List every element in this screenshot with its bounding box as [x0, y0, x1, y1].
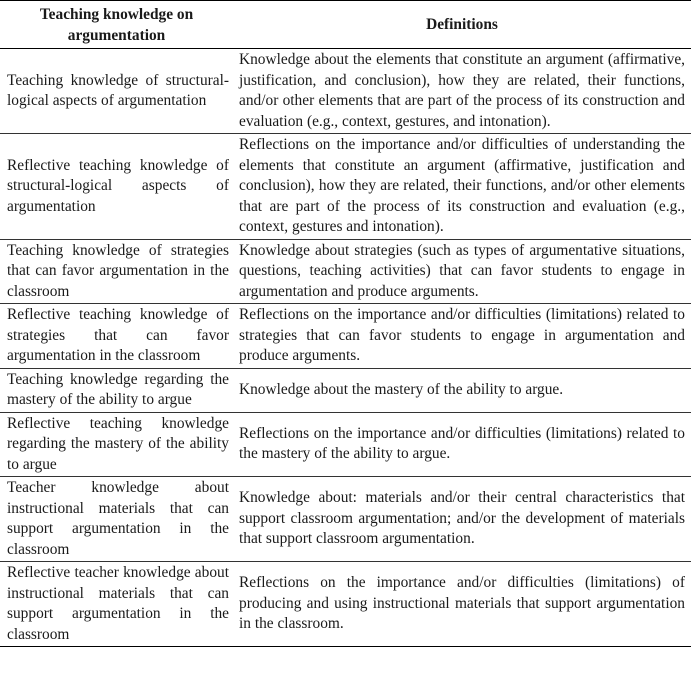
definition-cell: Knowledge about strategies (such as types of argumentative situations, questions, teaching activities) that can favor students to engage in argumentation and produce arguments. — [233, 239, 691, 304]
table-row — [0, 304, 691, 369]
definition-cell: Reflections on the importance and/or difficulties (limitations) of producing and using instructional materials that support argumentation in the classroom. — [233, 562, 691, 647]
definition-cell: Knowledge about the mastery of the ability to argue. — [233, 368, 691, 412]
category-cell: Reflective teaching knowledge of strategies that can favor argumentation in the classroom — [0, 304, 233, 369]
table-row — [0, 477, 691, 562]
definition-cell: Knowledge about: materials and/or their central characteristics that support classroom argumentation; and/or the development of materials that support classroom argumentation. — [233, 477, 691, 562]
category-cell: Teaching knowledge of strategies that can favor argumentation in the classroom — [0, 239, 233, 304]
category-cell: Reflective teacher knowledge about instructional materials that can support argumentation in the classroom — [0, 562, 233, 647]
category-cell: Reflective teaching knowledge of structural-logical aspects of argumentation — [0, 134, 233, 240]
table-row — [0, 134, 691, 240]
header-row — [0, 1, 691, 49]
definition-cell: Reflections on the importance and/or difficulties (limitations) related to the mastery of the ability to argue. — [233, 412, 691, 477]
column-header-knowledge: Teaching knowledge on argumentation — [0, 1, 233, 49]
category-cell: Teaching knowledge of structural-logical aspects of argumentation — [0, 49, 233, 134]
table-row — [0, 562, 691, 647]
table-row — [0, 368, 691, 412]
category-cell: Teaching knowledge regarding the mastery of the ability to argue — [0, 368, 233, 412]
column-header-definitions: Definitions — [233, 1, 691, 49]
definition-cell: Reflections on the importance and/or difficulties (limitations) related to strategies that can favor students to engage in argumentation and produce arguments. — [233, 304, 691, 369]
definition-cell: Reflections on the importance and/or difficulties of understanding the elements that constitute an argument (affirmative, justification and conclusion), how they are related, their functions, and/or other elements that are part of the process of its construction and evaluation (e.g., context, gestures and intonation). — [233, 134, 691, 240]
table-row — [0, 412, 691, 477]
category-cell: Teacher knowledge about instructional materials that can support argumentation in the classroom — [0, 477, 233, 562]
table-row — [0, 49, 691, 134]
table-row — [0, 239, 691, 304]
category-cell: Reflective teaching knowledge regarding the mastery of the ability to argue — [0, 412, 233, 477]
definition-cell: Knowledge about the elements that constitute an argument (affirmative, justification, and conclusion), how they are related, their functions, and/or other elements that are part of the process of its construction and evaluation (e.g., context, gestures, and intonation). — [233, 49, 691, 134]
